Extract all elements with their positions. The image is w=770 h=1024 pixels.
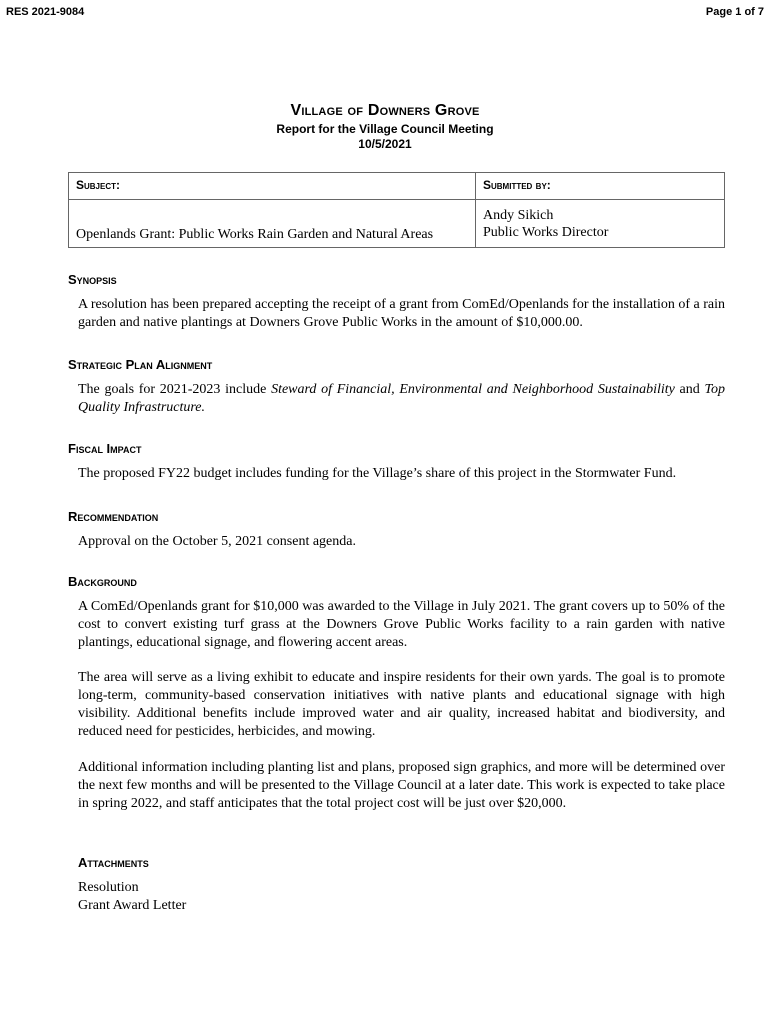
background-paragraph-3: Additional information including planting list and plans, proposed sign graphics, and more will be determined over the next few months and will be presented to the Village Council at a later date. This work is expected to take place in spring 2022, and staff anticipates that the total project cost will be just over $20,000. (78, 760, 725, 811)
subject-value: Openlands Grant: Public Works Rain Garden and Natural Areas (69, 200, 476, 248)
strategic-heading: Strategic Plan Alignment (68, 357, 213, 372)
attachment-item: Grant Award Letter (78, 898, 187, 913)
info-table (68, 172, 725, 248)
background-paragraph-2: The area will serve as a living exhibit to educate and inspire residents for their own yards. The goal is to promote long-term, community-based conservation initiatives with native plants and educational signage with high visibility. Additional benefits include improved water and air quality, increased habitat and biodiversity, and reduced need for pesticides, herbicides, and mowing. (78, 670, 725, 739)
synopsis-text: A resolution has been prepared accepting the receipt of a grant from ComEd/Openlands for the installation of a rain garden and native plantings at Downers Grove Public Works in the amount of $10,000.00. (78, 297, 725, 330)
fiscal-heading: Fiscal Impact (68, 441, 142, 456)
submitter-title: Public Works Director (483, 225, 609, 240)
meeting-date: 10/5/2021 (358, 137, 412, 151)
document-subtitle: Report for the Village Council Meeting (276, 122, 494, 136)
background-heading: Background (68, 574, 137, 589)
strategic-goal-1: Steward of Financial, Environmental and Neighborhood Sustainability (271, 382, 675, 397)
attachments-list (78, 879, 725, 915)
submitted-by-value (476, 200, 725, 248)
attachment-item: Resolution (78, 880, 139, 895)
strategic-text-start: The goals for 2021-2023 include (78, 382, 272, 397)
submitted-by-label: Submitted by: (476, 173, 725, 200)
submitter-name: Andy Sikich (483, 208, 554, 223)
fiscal-text: The proposed FY22 budget includes funding for the Village’s share of this project in the Stormwater Fund. (78, 466, 677, 481)
title-block (0, 102, 770, 151)
subject-label: Subject: (69, 173, 476, 200)
document-title: Village of Downers Grove (290, 102, 480, 119)
page-number: Page 1 of 7 (705, 6, 764, 18)
background-paragraph-1: A ComEd/Openlands grant for $10,000 was awarded to the Village in July 2021. The grant covers up to 50% of the cost to convert existing turf grass at the Downers Grove Public Works facility to a rain garden with native plantings, educational signage, and flowering accent areas. (78, 599, 725, 650)
strategic-text (78, 381, 725, 417)
recommendation-heading: Recommendation (68, 509, 159, 524)
recommendation-text: Approval on the October 5, 2021 consent agenda. (78, 534, 356, 549)
attachments-heading: Attachments (78, 855, 149, 870)
synopsis-heading: Synopsis (68, 272, 117, 287)
document-id: RES 2021-9084 (6, 6, 85, 18)
strategic-goal-2: Top Quality Infrastructure. (78, 382, 725, 415)
strategic-text-mid: and (674, 382, 705, 397)
